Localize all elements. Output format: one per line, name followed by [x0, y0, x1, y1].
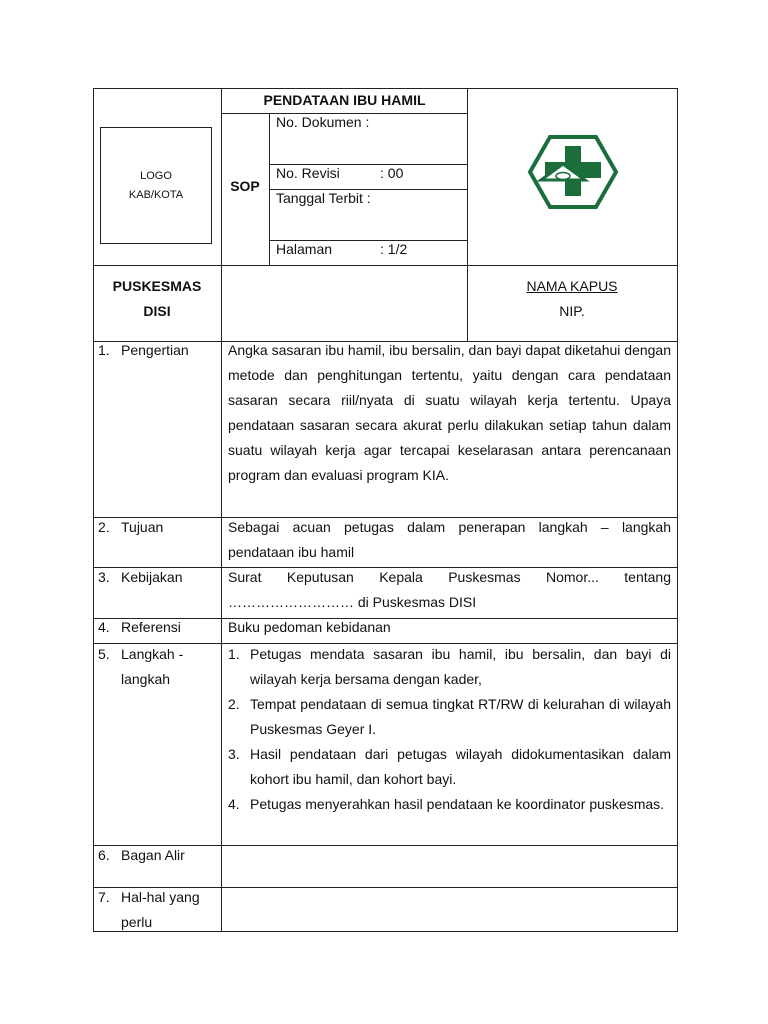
- row-label-langkah-line2: langkah: [121, 671, 171, 687]
- step-item: [228, 792, 671, 817]
- row-label-bagan-alir: Bagan Alir: [121, 847, 185, 863]
- puskesmas-cross-emblem-icon: [527, 134, 619, 210]
- border-bottom: [93, 931, 678, 932]
- no-revisi-value: : 00: [380, 165, 404, 181]
- step-number: 3.: [228, 746, 240, 762]
- step-number: 4.: [228, 796, 240, 812]
- border-right: [677, 88, 678, 932]
- row-number-4: 4.: [98, 619, 110, 635]
- puskesmas-name-line1: PUSKESMAS: [112, 278, 202, 294]
- row-number-1: 1.: [98, 342, 110, 358]
- step-text: Petugas mendata sasaran ibu hamil, ibu bersalin, dan bayi di wilayah kerja bersama dengan kader,: [250, 646, 671, 687]
- halaman-label: Halaman: [276, 241, 333, 257]
- langkah-steps-list: [228, 642, 671, 817]
- row-label-langkah-line1: Langkah -: [121, 646, 184, 662]
- row-label-pengertian: Pengertian: [121, 342, 189, 358]
- step-text: Petugas menyerahkan hasil pendataan ke koordinator puskesmas.: [250, 796, 665, 812]
- row-number-3: 3.: [98, 569, 110, 585]
- row-content-tujuan: Sebagai acuan petugas dalam penerapan langkah – langkah pendataan ibu hamil: [228, 519, 671, 560]
- step-number: 1.: [228, 646, 240, 662]
- divider-logo-col: [221, 88, 222, 932]
- step-text: Hasil pendataan dari petugas wilayah didokumentasikan dalam kohort ibu hamil, dan kohort bayi.: [250, 746, 671, 787]
- logo-placeholder: [100, 127, 212, 244]
- row-label-tujuan: Tujuan: [121, 519, 164, 535]
- row-number-5: 5.: [98, 646, 110, 662]
- row-number-7: 7.: [98, 889, 110, 905]
- step-number: 2.: [228, 696, 240, 712]
- halaman-value: : 1/2: [380, 241, 408, 257]
- sop-label: SOP: [230, 178, 260, 194]
- puskesmas-name-line2: DISI: [143, 303, 171, 319]
- row-number-6: 6.: [98, 847, 110, 863]
- logo-line2: KAB/KOTA: [128, 188, 184, 201]
- row-content-referensi: Buku pedoman kebidanan: [228, 619, 391, 635]
- row-label-hal-hal-line1: Hal-hal yang: [121, 889, 200, 905]
- document-title: PENDATAAN IBU HAMIL: [263, 92, 426, 108]
- step-text: Tempat pendataan di semua tingkat RT/RW di kelurahan di wilayah Puskesmas Geyer I.: [250, 696, 671, 737]
- no-revisi-label: No. Revisi: [276, 165, 340, 181]
- row-number-2: 2.: [98, 519, 110, 535]
- row-label-hal-hal-line2: perlu: [121, 914, 153, 930]
- nip-label: NIP.: [559, 303, 585, 319]
- row-label-kebijakan: Kebijakan: [121, 569, 183, 585]
- no-dokumen-label: No. Dokumen :: [276, 114, 370, 130]
- row-label-referensi: Referensi: [121, 619, 181, 635]
- logo-line1: LOGO: [140, 169, 172, 182]
- step-item: [228, 692, 671, 742]
- step-item: [228, 742, 671, 792]
- row-content-kebijakan: Surat Keputusan Kepala Puskesmas Nomor... tentang ……………………… di Puskesmas DISI: [228, 569, 671, 610]
- border-left: [93, 88, 94, 932]
- row-content-pengertian: Angka sasaran ibu hamil, ibu bersalin, dan bayi dapat diketahui dengan metode dan penghitungan tertentu, yaitu dengan cara pendataan sasaran secara riil/nyata di suatu wilayah kerja tertentu. Upaya pendataan sasaran secara akurat perlu dilakukan setiap tahun dalam suatu wilayah kerja agar tercapai keselarasan antara perencanaan program dan evaluasi program KIA.: [228, 342, 671, 483]
- tanggal-terbit-label: Tanggal Terbit :: [276, 190, 371, 206]
- divider-header-bottom: [93, 265, 678, 266]
- nama-kapus: NAMA KAPUS: [526, 278, 618, 294]
- step-item: [228, 642, 671, 692]
